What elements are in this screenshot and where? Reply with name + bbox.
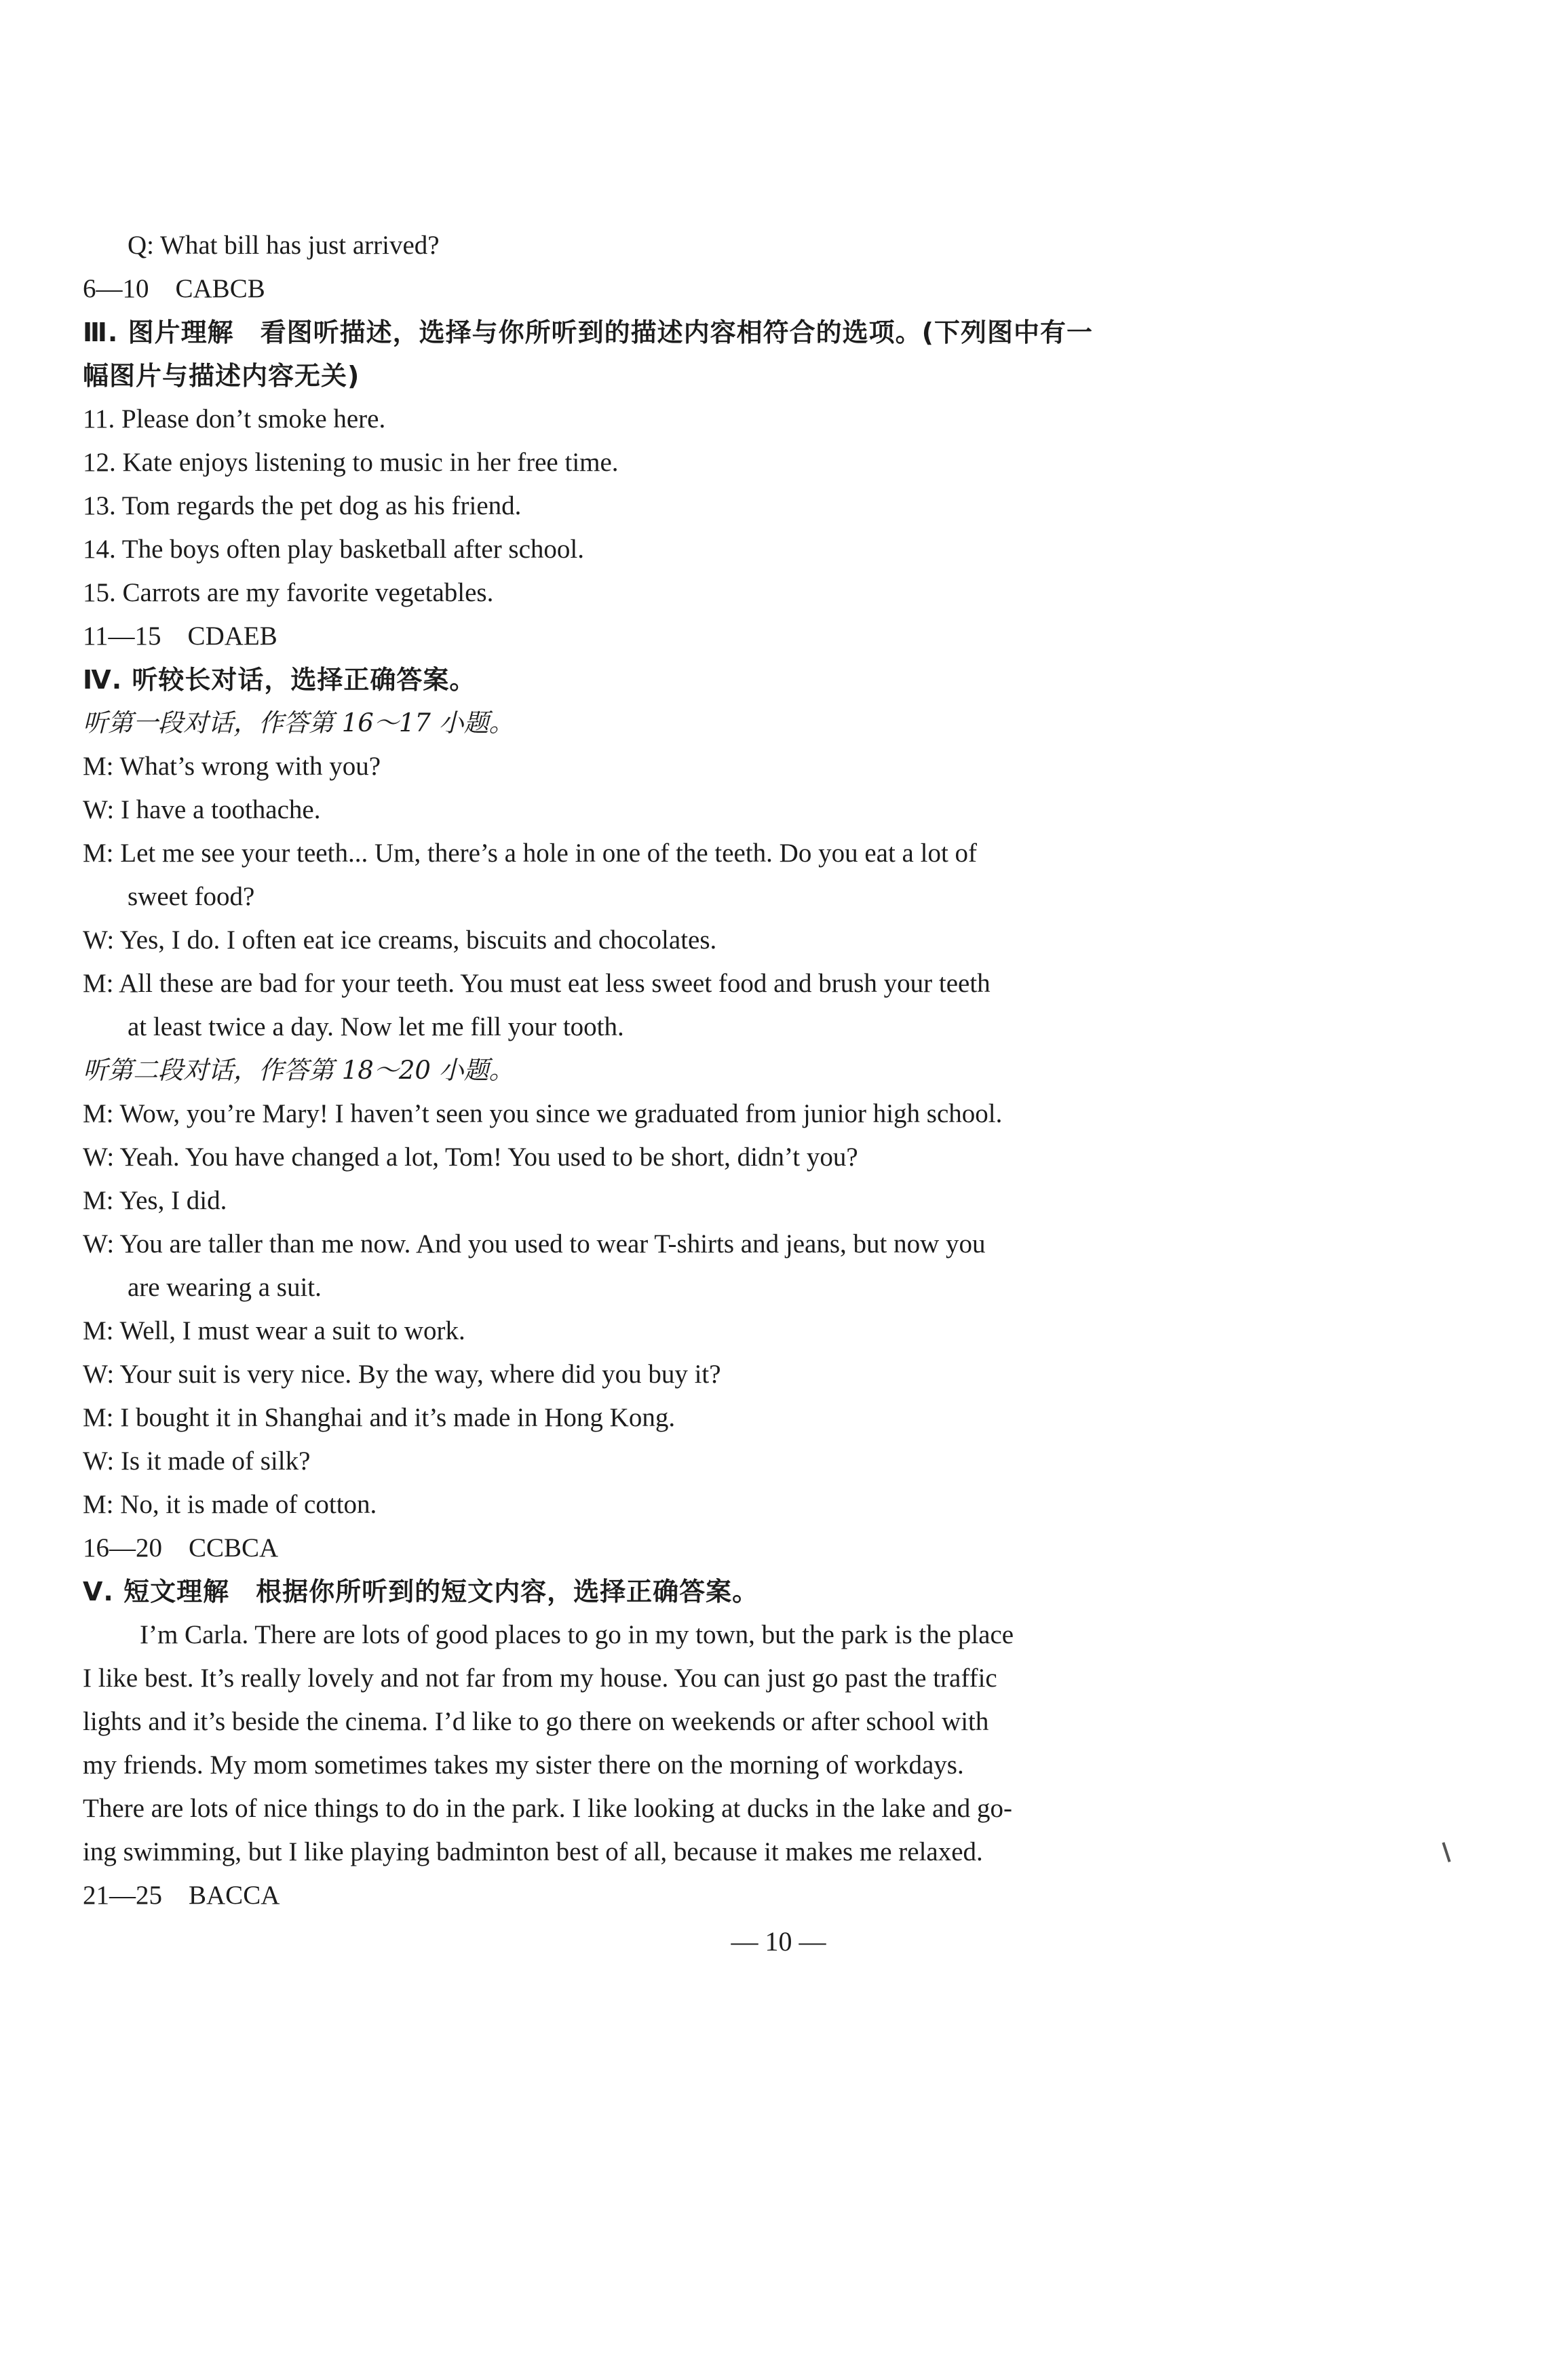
section-3-title: Ⅲ. 图片理解 看图听描述，选择与你所听到的描述内容相符合的选项。(下列图中有一 <box>83 318 1093 347</box>
page-number: — 10 — <box>731 1926 826 1957</box>
dialog-line: W: Your suit is very nice. By the way, where did you buy it? <box>83 1360 721 1389</box>
passage-line: I like best. It’s really lovely and not far from my house. You can just go past the traffic <box>83 1664 997 1693</box>
dialog-2-intro: 听第二段对话，作答第 18～20 小题。 <box>83 1056 514 1085</box>
dialog-line: M: All these are bad for your teeth. You must eat less sweet food and brush your teeth <box>83 969 991 998</box>
dialog-line: M: What’s wrong with you? <box>83 752 381 781</box>
list-item: 15. Carrots are my favorite vegetables. <box>83 578 494 607</box>
dialog-line-cont: at least twice a day. Now let me fill your tooth. <box>128 1012 624 1041</box>
question-line: Q: What bill has just arrived? <box>128 231 440 260</box>
answers-16-20: 16—20 CCBCA <box>83 1533 279 1562</box>
document-page <box>83 224 1216 1917</box>
section-4-title: Ⅳ. 听较长对话，选择正确答案。 <box>83 665 476 695</box>
dialog-line: M: Let me see your teeth... Um, there’s a hole in one of the teeth. Do you eat a lot of <box>83 839 978 868</box>
dialog-line: M: Well, I must wear a suit to work. <box>83 1316 465 1345</box>
dialog-line: W: I have a toothache. <box>83 795 321 824</box>
section-3-title-cont: 幅图片与描述内容无关) <box>83 361 360 391</box>
passage-line: There are lots of nice things to do in the park. I like looking at ducks in the lake and go- <box>83 1794 1013 1823</box>
answers-11-15: 11—15 CDAEB <box>83 621 277 651</box>
dialog-line: W: Yes, I do. I often eat ice creams, biscuits and chocolates. <box>83 925 717 955</box>
list-item: 11. Please don’t smoke here. <box>83 404 386 434</box>
passage-line: ing swimming, but I like playing badminton best of all, because it makes me relaxed. <box>83 1837 983 1866</box>
section-5-title: Ⅴ. 短文理解 根据你所听到的短文内容，选择正确答案。 <box>83 1577 759 1607</box>
passage-line: I’m Carla. There are lots of good places to go in my town, but the park is the place <box>140 1620 1014 1649</box>
list-item: 12. Kate enjoys listening to music in her free time. <box>83 448 619 477</box>
dialog-1-intro: 听第一段对话，作答第 16～17 小题。 <box>83 708 514 737</box>
dialog-line: W: Yeah. You have changed a lot, Tom! You used to be short, didn’t you? <box>83 1143 858 1172</box>
dialog-line: M: Wow, you’re Mary! I haven’t seen you since we graduated from junior high school. <box>83 1099 1003 1128</box>
dialog-line: M: I bought it in Shanghai and it’s made in Hong Kong. <box>83 1403 676 1432</box>
dialog-line: M: No, it is made of cotton. <box>83 1490 377 1519</box>
dialog-line: W: You are taller than me now. And you used to wear T-shirts and jeans, but now you <box>83 1229 986 1259</box>
dialog-line: M: Yes, I did. <box>83 1186 227 1215</box>
answers-6-10: 6—10 CABCB <box>83 274 265 303</box>
passage-line: my friends. My mom sometimes takes my sister there on the morning of workdays. <box>83 1750 964 1780</box>
dialog-line: W: Is it made of silk? <box>83 1446 311 1476</box>
list-item: 14. The boys often play basketball after school. <box>83 535 585 564</box>
dialog-line-cont: are wearing a suit. <box>128 1273 322 1302</box>
passage-line: lights and it’s beside the cinema. I’d like to go there on weekends or after school with <box>83 1707 989 1736</box>
stray-mark <box>1442 1842 1450 1862</box>
list-item: 13. Tom regards the pet dog as his friend. <box>83 491 522 520</box>
dialog-line-cont: sweet food? <box>128 882 255 911</box>
answers-21-25: 21—25 BACCA <box>83 1881 280 1910</box>
